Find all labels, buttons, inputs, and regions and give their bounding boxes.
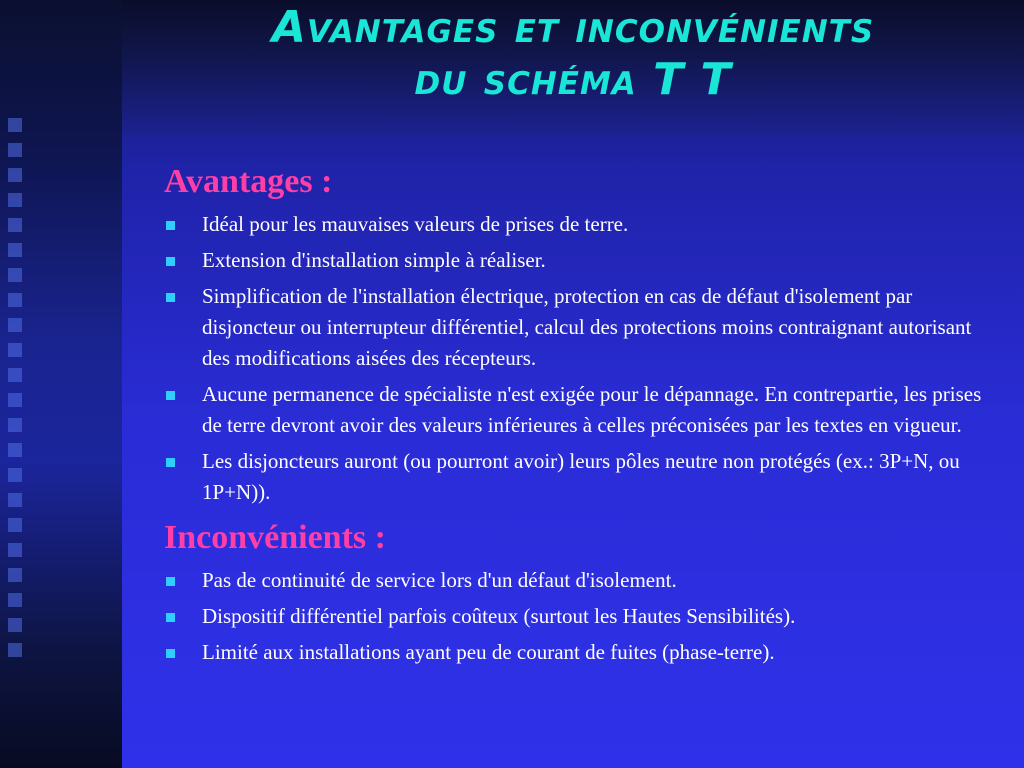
slide-title-line-1: Avantages et inconvénients — [271, 2, 875, 53]
square-bullet-icon — [166, 458, 175, 467]
decorative-squares — [8, 118, 26, 668]
decor-square — [8, 318, 22, 332]
decor-square — [8, 343, 22, 357]
list-item — [164, 637, 1004, 668]
square-bullet-icon — [166, 221, 175, 230]
list-item-text: Aucune permanence de spécialiste n'est exigée pour le dépannage. En contrepartie, les prises de terre devront avoir des valeurs inférieures à celles préconisées par les textes en vigueur. — [202, 382, 982, 437]
decor-square — [8, 643, 22, 657]
square-bullet-icon — [166, 257, 175, 266]
decor-square — [8, 143, 22, 157]
list-item — [164, 209, 1004, 240]
decor-square — [8, 618, 22, 632]
avantages-heading: Avantages : — [164, 163, 333, 200]
decor-square — [8, 168, 22, 182]
decor-square — [8, 268, 22, 282]
avantages-list — [164, 209, 1004, 508]
list-item — [164, 565, 1004, 596]
square-bullet-icon — [166, 577, 175, 586]
list-item-text: Idéal pour les mauvaises valeurs de prises de terre. — [202, 212, 629, 236]
decor-square — [8, 293, 22, 307]
decor-square — [8, 393, 22, 407]
list-item — [164, 245, 1004, 276]
inconvenients-heading: Inconvénients : — [164, 519, 386, 556]
list-item-text: Les disjoncteurs auront (ou pourront avoir) leurs pôles neutre non protégés (ex.: 3P+N, ou 1P+N)). — [202, 449, 960, 504]
square-bullet-icon — [166, 391, 175, 400]
list-item-text: Simplification de l'installation électrique, protection en cas de défaut d'isolement par disjoncteur ou interrupteur différentiel, calcul des protections moins contraignant autorisant des modifications aisées des récepteurs. — [202, 284, 972, 370]
decor-square — [8, 218, 22, 232]
square-bullet-icon — [166, 293, 175, 302]
decor-square — [8, 468, 22, 482]
decor-square — [8, 243, 22, 257]
list-item-text: Dispositif différentiel parfois coûteux (surtout les Hautes Sensibilités). — [202, 604, 796, 628]
decor-square — [8, 193, 22, 207]
decor-square — [8, 593, 22, 607]
list-item-text: Limité aux installations ayant peu de courant de fuites (phase-terre). — [202, 640, 775, 664]
decor-square — [8, 418, 22, 432]
square-bullet-icon — [166, 649, 175, 658]
decor-square — [8, 543, 22, 557]
decor-square — [8, 368, 22, 382]
decor-square — [8, 118, 22, 132]
slide-content — [164, 160, 1004, 668]
decor-square — [8, 518, 22, 532]
list-item — [164, 281, 1004, 374]
decor-square — [8, 443, 22, 457]
list-item-text: Pas de continuité de service lors d'un défaut d'isolement. — [202, 568, 677, 592]
slide-title — [122, 2, 1024, 106]
left-decor-panel — [0, 0, 122, 768]
list-item — [164, 379, 1004, 441]
inconvenients-list — [164, 565, 1004, 668]
list-item — [164, 601, 1004, 632]
list-item-text: Extension d'installation simple à réaliser. — [202, 248, 546, 272]
square-bullet-icon — [166, 613, 175, 622]
decor-square — [8, 568, 22, 582]
decor-square — [8, 493, 22, 507]
slide-title-line-2: du schéma T T — [414, 54, 732, 105]
list-item — [164, 446, 1004, 508]
